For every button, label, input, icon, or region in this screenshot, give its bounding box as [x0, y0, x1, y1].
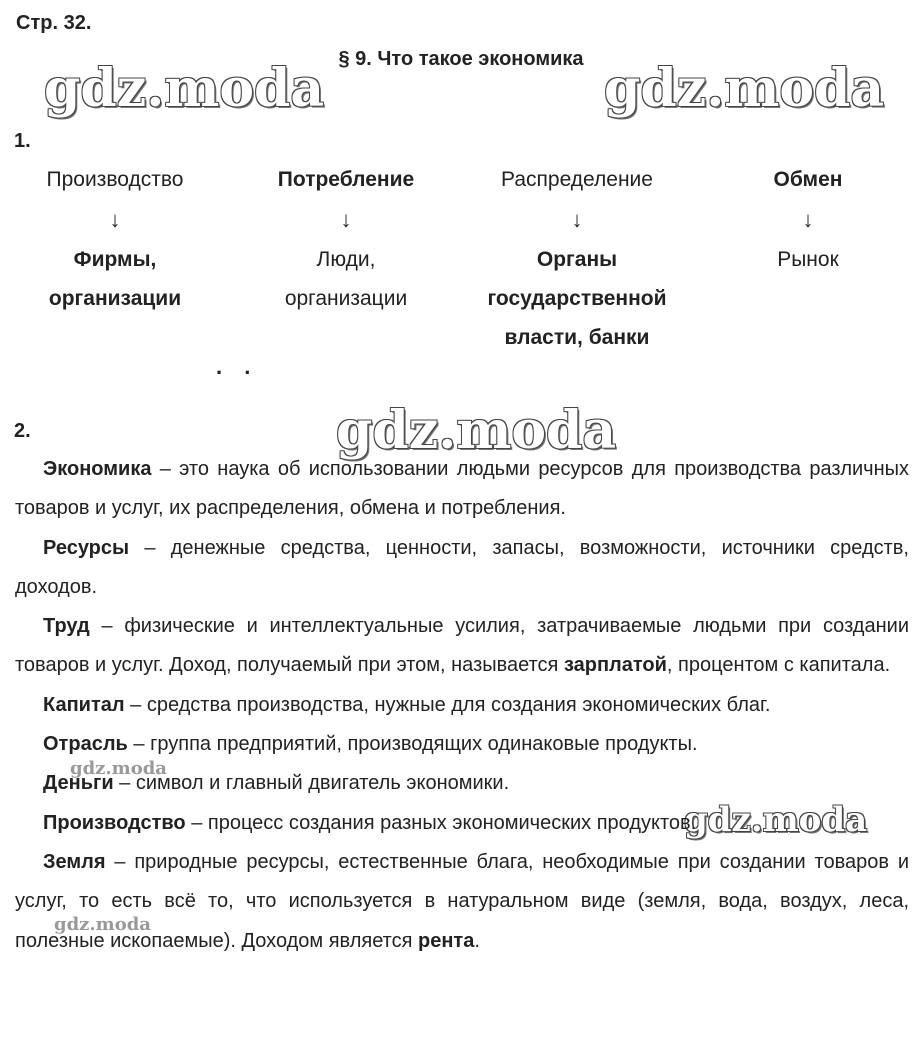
definition	[15, 804, 909, 843]
watermark: gdz.moda	[684, 800, 868, 840]
watermark: gdz.moda	[336, 400, 617, 461]
definition-text: – группа предприятий, производящих одинаковые продукты.	[127, 733, 698, 756]
definition-term: Ресурсы	[43, 536, 130, 559]
flow-head: Распределение	[501, 168, 653, 191]
flow-item-line: власти, банки	[504, 326, 650, 349]
definition-text: – денежные средства, ценности, запасы, возможности, источники средств, доходов.	[15, 536, 909, 598]
watermark: gdz.moda	[604, 58, 885, 119]
flow-head: Производство	[46, 168, 184, 191]
definition	[15, 529, 909, 608]
definition	[15, 686, 909, 725]
definition-text: – процесс создания разных экономических продуктов.	[185, 811, 697, 834]
flow-head: Потребление	[277, 168, 415, 191]
task-1-number: 1.	[14, 130, 31, 152]
definition	[15, 450, 909, 529]
definition-term: Экономика	[43, 458, 152, 480]
flow-column	[462, 160, 692, 357]
dots: . .	[216, 354, 259, 379]
definition-term: Отрасль	[43, 733, 128, 756]
definition-term: Производство	[43, 811, 186, 834]
down-arrow-icon: ↓	[802, 207, 814, 232]
flow-column	[693, 160, 918, 279]
definition-keyword: рента	[418, 929, 475, 952]
down-arrow-icon: ↓	[109, 207, 121, 232]
flow-item-line: организации	[284, 287, 408, 310]
flow-item-line: государственной	[487, 287, 667, 310]
flow-column	[0, 160, 230, 318]
definition-text: – средства производства, нужные для создания экономических благ.	[124, 693, 771, 716]
flow-column	[231, 160, 461, 318]
definition-text: – это наука об использовании людьми ресурсов для производства различных товаров и услуг, их распределения, обмена и потребления.	[15, 458, 909, 520]
definition-text: – символ и главный двигатель экономики.	[113, 772, 510, 795]
flow-item-line: Фирмы,	[73, 248, 157, 271]
definition-text-tail: .	[474, 929, 480, 952]
flow-item-line: Органы	[536, 248, 618, 271]
watermark: gdz.moda	[54, 914, 151, 935]
flow-item-line: Рынок	[777, 248, 839, 271]
definition-keyword: зарплатой	[563, 654, 667, 677]
section-title: § 9. Что такое экономика	[338, 48, 584, 70]
definition-text: – природные ресурсы, естественные блага, необходимые при создании товаров и услуг, то есть всё то, что используется в натуральном виде (земля, вода, воздух, леса, полезные ископаемые). Доходом является	[15, 850, 909, 952]
task-2-number: 2.	[14, 420, 31, 442]
down-arrow-icon: ↓	[340, 207, 352, 232]
definitions-list	[15, 450, 909, 961]
definition-term: Деньги	[43, 772, 114, 795]
definition	[15, 725, 909, 764]
definition-term: Земля	[43, 850, 106, 873]
watermark: gdz.moda	[44, 58, 325, 119]
flow-item-line: организации	[48, 287, 182, 310]
definition	[15, 764, 909, 803]
definition-term: Капитал	[43, 693, 125, 716]
definition-text-tail: , процентом с капитала.	[666, 654, 891, 677]
definition	[15, 607, 909, 686]
flow-head: Обмен	[773, 168, 843, 191]
definition-term: Труд	[43, 615, 90, 638]
page-number: Стр. 32.	[16, 12, 92, 34]
definition-text: – физические и интеллектуальные усилия, затрачиваемые людьми при создании товаров и услуг. Доход, получаемый при этом, называется	[15, 615, 909, 677]
definition	[15, 843, 909, 961]
down-arrow-icon: ↓	[571, 207, 583, 232]
flow-item-line: Люди,	[316, 248, 376, 271]
watermark: gdz.moda	[70, 758, 167, 779]
